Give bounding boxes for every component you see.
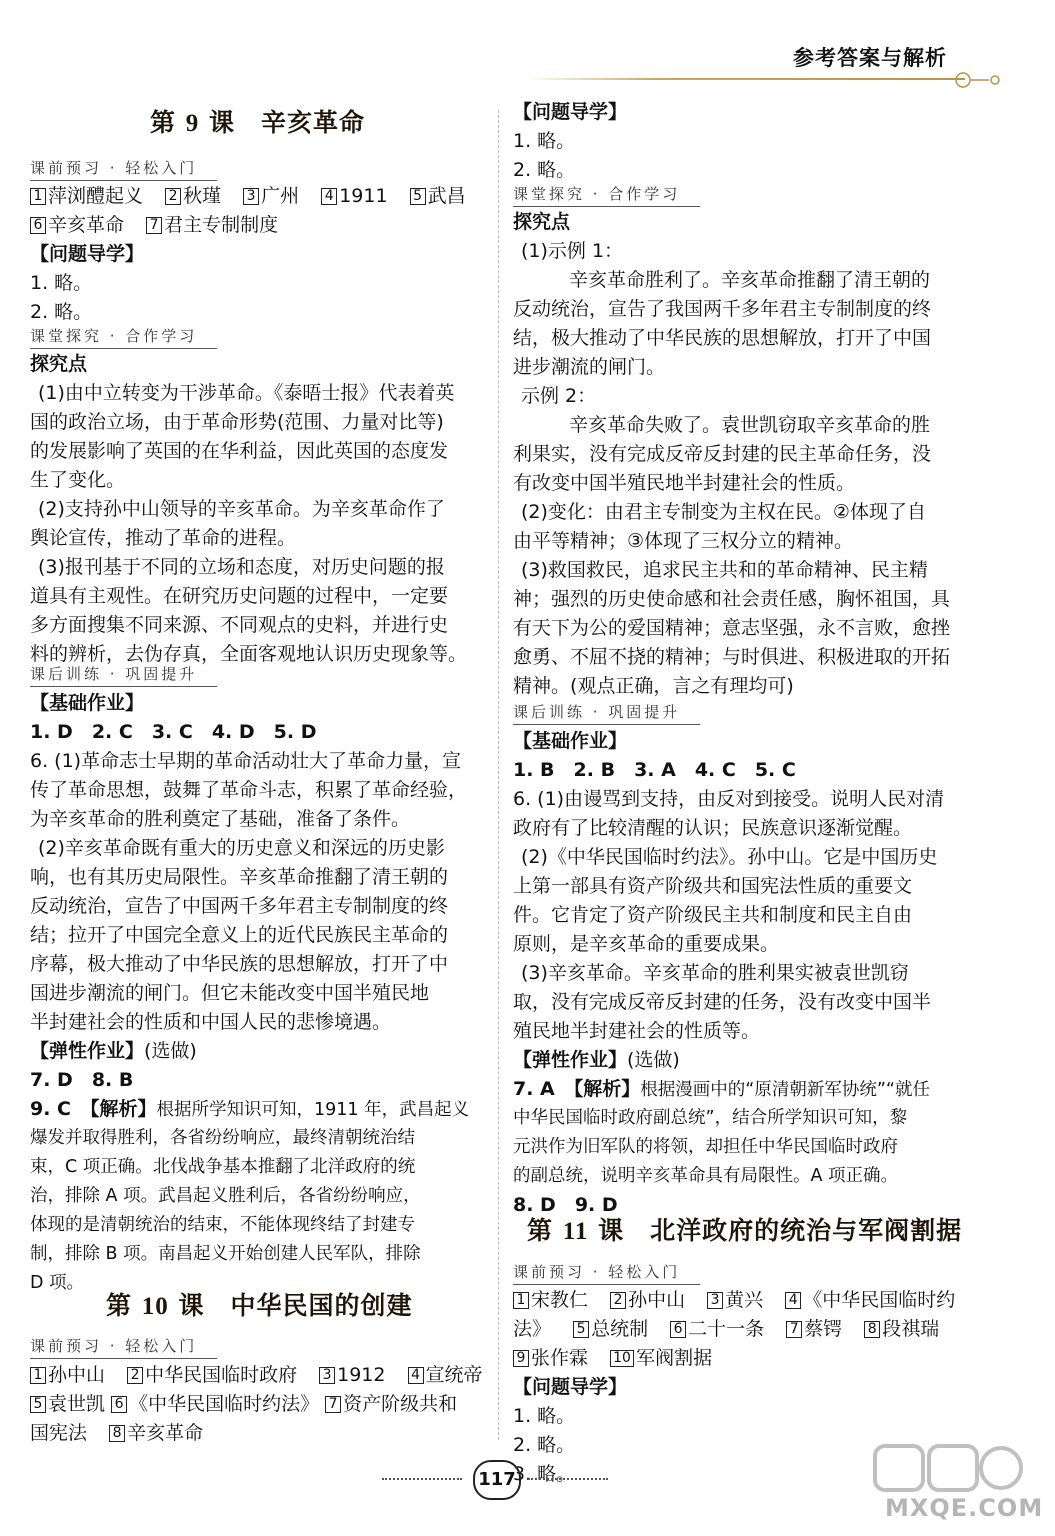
answer-box-6: 6: [30, 217, 46, 234]
answer-4-cont: 法》: [513, 1318, 552, 1340]
explore-3-line: 多方面搜集不同来源、不同观点的史料，并进行史: [30, 614, 449, 636]
lesson-11-title: [527, 1216, 962, 1246]
explore-3-line: 愈勇、不屈不挠的精神；与时俱进、积极进取的开拓: [513, 646, 951, 668]
lesson-10-name: 课 中华民国的创建: [178, 1291, 413, 1320]
q9-line: 爆发并取得胜利，各省纷纷响应，最终清朝统治结: [30, 1128, 415, 1148]
example-1-line: 反动统治，宣告了我国两千多年君主专制制度的终: [513, 298, 932, 320]
explore-3-line: 精神。(观点正确，言之有理均可): [513, 675, 794, 697]
answer-6: 《中华民国临时约法》: [129, 1393, 320, 1415]
footer-dots-right: [528, 1478, 608, 1480]
section-tag-class: 课堂探究 · 合作学习: [30, 327, 198, 345]
answer-3: 广州: [261, 185, 300, 207]
elastic-note: (选做): [627, 1049, 680, 1071]
lesson-9-number: 9: [185, 110, 200, 137]
explore-1-line: 的发展影响了英国的在华利益，因此英国的态度发: [30, 440, 449, 462]
answer-box-4: 4: [408, 1367, 424, 1384]
answer-1: 萍浏醴起义: [48, 185, 144, 207]
answer-box-7: 7: [325, 1396, 341, 1413]
lesson-10-number: 10: [141, 1293, 169, 1320]
answer-box-8: 8: [109, 1425, 125, 1442]
lesson-9-title: [150, 108, 365, 138]
q9-line: 束，C 项正确。北伐战争基本推翻了北洋政府的统: [30, 1157, 416, 1177]
lesson11-answers-line2: [513, 1315, 939, 1344]
answer-3: 1912: [337, 1364, 386, 1386]
q6-2-line: 序幕，极大推动了中华民族的思想解放，打开了中: [30, 953, 449, 975]
page-header: [525, 44, 1005, 104]
mc-answers: 1. D 2. C 3. C 4. D 5. D: [30, 721, 317, 743]
q6-2-line: 半封建社会的性质和中国人民的悲惨境遇。: [30, 1011, 392, 1033]
heading-explore: 探究点: [30, 353, 88, 375]
explore-2-line: (2)支持孙中山领导的辛亥革命。为辛亥革命作了: [38, 498, 445, 520]
q7-line: 元洪作为旧军队的将领，却担任中华民国临时政府: [513, 1137, 898, 1157]
heading-question-guide: 【问题导学】: [513, 101, 628, 123]
explore-3-line: 料的辨析，去伪存真，全面客观地认识历史现象等。: [30, 643, 468, 665]
watermark-logo: [855, 1440, 1044, 1530]
answer-5: 袁世凯: [48, 1393, 106, 1415]
answer-6: 二十一条: [688, 1318, 765, 1340]
answer-box-5: 5: [573, 1321, 589, 1338]
section-tag-class: 课堂探究 · 合作学习: [513, 185, 681, 203]
answer-8: 段祺瑞: [882, 1318, 940, 1340]
answer-box-10: 10: [610, 1350, 634, 1367]
section-tag-preview-2: 课前预习 · 轻松入门: [30, 1337, 198, 1355]
elastic-label: 【弹性作业】: [30, 1040, 145, 1062]
explore-3-line: (3)救国救民，追求民主共和的革命精神、民主精: [521, 559, 928, 581]
explore-2-line: 舆论宣传，推动了革命的进程。: [30, 527, 297, 549]
header-title: 参考答案与解析: [793, 46, 947, 70]
q9-line: 体现的是清朝统治的结束，不能体现终结了封建专: [30, 1215, 415, 1235]
preview-answers-line1: [30, 182, 466, 211]
q6-1-line: 为辛亥革命的胜利奠定了基础，准备了条件。: [30, 808, 411, 830]
guide-answer-2: 2. 略。: [513, 159, 576, 181]
q6-2-line: 原则，是辛亥革命的重要成果。: [513, 933, 780, 955]
answer-7: 君主专制制度: [164, 214, 279, 236]
answer-box-2: 2: [127, 1367, 143, 1384]
answer-4: 1911: [339, 185, 388, 207]
guide-answer-2: 2. 略。: [513, 1434, 576, 1456]
answer-box-6: 6: [111, 1396, 127, 1413]
guide-answer-1: 1. 略。: [513, 1405, 576, 1427]
answer-1: 宋教仁: [531, 1289, 589, 1311]
explore-3-line: 有天下为公的爱国精神；意志坚强，永不言败，愈挫: [513, 617, 951, 639]
guide-answer-3: 3. 略。: [513, 1463, 576, 1485]
q7-line: [513, 1075, 930, 1105]
answer-box-1: 1: [513, 1292, 529, 1309]
lesson-11-name: 课 北洋政府的统治与军阀割据: [598, 1216, 963, 1245]
heading-basic-work: 【基础作业】: [30, 692, 145, 714]
guide-answer-2: 2. 略。: [30, 301, 93, 323]
answer-7: 蔡锷: [804, 1318, 843, 1340]
lesson-10-title: [106, 1291, 412, 1321]
q6-3-line: 殖民地半封建社会的性质等。: [513, 1020, 761, 1042]
lesson-11-number: 11: [562, 1218, 589, 1245]
watermark-badge-icon: [855, 1440, 1025, 1496]
mc-answers: 1. B 2. B 3. A 4. C 5. C: [513, 759, 796, 781]
example-1-line: 结，极大推动了中华民族的思想解放，打开了中国: [513, 327, 932, 349]
answer-2: 孙中山: [628, 1289, 686, 1311]
elastic-note: (选做): [144, 1040, 197, 1062]
answer-box-1: 1: [30, 1367, 46, 1384]
q6-2-line: 响，也有其历史局限性。辛亥革命推翻了清王朝的: [30, 866, 449, 888]
q7-head: 7. A 【解析】: [513, 1078, 641, 1100]
explore-1-line: 国的政治立场，由于革命形势(范围、力量对比等): [30, 411, 444, 433]
section-tag-preview: 课前预习 · 轻松入门: [513, 1263, 681, 1281]
column-divider: [498, 110, 499, 1440]
header-ornament-icon: [945, 70, 1005, 90]
page-number: 117: [473, 1460, 521, 1500]
q9-line: 治，排除 A 项。武昌起义胜利后，各省纷纷响应，: [30, 1186, 421, 1206]
answer-box-3: 3: [243, 188, 259, 205]
guide-answer-1: 1. 略。: [513, 130, 576, 152]
q6-2-line: 结；拉开了中国完全意义上的近代民族民主革命的: [30, 924, 449, 946]
q6-3-line: (3)辛亥革命。辛亥革命的胜利果实被袁世凯窃: [521, 962, 909, 984]
q6-1-line: 传了革命思想，鼓舞了革命斗志，积累了革命经验，: [30, 779, 468, 801]
q7-line: 的副总统，说明辛亥革命具有局限性。A 项正确。: [513, 1166, 899, 1186]
answer-box-6: 6: [670, 1321, 686, 1338]
example-2-line: 辛亥革命失败了。袁世凯窃取辛亥革命的胜: [569, 414, 931, 436]
explore-1-line: (1)由中立转变为干涉革命。《泰晤士报》代表着英: [38, 382, 455, 404]
answer-4: 《中华民国临时约: [803, 1289, 956, 1311]
heading-elastic-work: [513, 1046, 680, 1075]
q8-9-answers: 8. D 9. D: [513, 1194, 618, 1216]
lesson10-answers-line3: [30, 1419, 203, 1448]
answer-box-7: 7: [786, 1321, 802, 1338]
explore-1-line: 生了变化。: [30, 469, 126, 491]
answer-box-5: 5: [30, 1396, 46, 1413]
q6-1-line: 政府有了比较清醒的认识；民族意识逐渐觉醒。: [513, 817, 913, 839]
answer-box-9: 9: [513, 1350, 529, 1367]
header-rule: [525, 78, 965, 80]
lesson-9-prefix: 第: [150, 108, 177, 137]
example-2-line: 有改变中国半殖民地半封建社会的性质。: [513, 472, 856, 494]
answer-6: 辛亥革命: [48, 214, 125, 236]
section-tag-after-visible: 课后训练 · 巩固提升: [513, 703, 681, 721]
section-tag-after: 课后训练 · 巩固提升: [30, 665, 198, 683]
answer-10: 军阀割据: [636, 1347, 713, 1369]
answer-box-8: 8: [864, 1321, 880, 1338]
lesson10-answers-line2: [30, 1390, 457, 1419]
q9-line: [30, 1095, 469, 1125]
answer-box-4: 4: [785, 1292, 801, 1309]
answer-box-7: 7: [146, 217, 162, 234]
answer-7: 资产阶级共和: [343, 1393, 458, 1415]
lesson11-answers-line3: [513, 1344, 712, 1373]
elastic-label: 【弹性作业】: [513, 1049, 628, 1071]
answer-box-2: 2: [165, 188, 181, 205]
answer-7-cont: 国宪法: [30, 1422, 88, 1444]
heading-basic-work: 【基础作业】: [513, 730, 628, 752]
q7-text: 根据漫画中的“原清朝新军协统”“就任: [640, 1080, 930, 1100]
explore-3-line: (3)报刊基于不同的立场和态度，对历史问题的报: [38, 556, 445, 578]
heading-elastic-work: [30, 1037, 197, 1066]
answer-3: 黄兴: [725, 1289, 764, 1311]
heading-question-guide: 【问题导学】: [30, 243, 145, 265]
q6-2-line: 反动统治，宣告了中国两千多年君主专制制度的终: [30, 895, 449, 917]
lesson-10-prefix: 第: [106, 1291, 133, 1320]
answer-box-5: 5: [410, 188, 426, 205]
answer-1: 孙中山: [48, 1364, 106, 1386]
answer-box-3: 3: [707, 1292, 723, 1309]
q6-2-line: 上第一部具有资产阶级共和国宪法性质的重要文: [513, 875, 913, 897]
example-2-label: 示例 2：: [521, 385, 597, 407]
lesson10-answers-line1: [30, 1361, 483, 1390]
answer-9: 张作霖: [531, 1347, 589, 1369]
lesson-11-prefix: 第: [527, 1216, 554, 1245]
q6-2-line: 件。它肯定了资产阶级民主共和制度和民主自由: [513, 904, 913, 926]
answer-box-1: 1: [30, 188, 46, 205]
answer-5: 武昌: [427, 185, 466, 207]
q6-3-line: 取，没有完成反帝反封建的任务，没有改变中国半: [513, 991, 932, 1013]
q6-1-line: 6. (1)由谩骂到支持，由反对到接受。说明人民对清: [513, 788, 945, 810]
q7-line: 中华民国临时政府副总统”，结合所学知识可知，黎: [513, 1108, 908, 1128]
guide-answer-1: 1. 略。: [30, 272, 93, 294]
example-1-label: (1)示例 1：: [521, 240, 624, 262]
heading-explore: 探究点: [513, 211, 571, 233]
answer-2: 秋瑾: [183, 185, 222, 207]
footer-dots-left: [382, 1478, 462, 1480]
lesson11-answers-line1: [513, 1286, 955, 1315]
lesson-9-name: 课 辛亥革命: [208, 108, 365, 137]
q9-text: 根据所学知识可知，1911 年，武昌起义: [156, 1100, 470, 1120]
preview-answers-line2: [30, 211, 278, 240]
watermark-text: MXQE.COM: [885, 1494, 1044, 1522]
q6-2-line: (2)《中华民国临时约法》。孙中山。它是中国历史: [521, 846, 938, 868]
answer-box-3: 3: [319, 1367, 335, 1384]
heading-question-guide-2: 【问题导学】: [513, 1376, 628, 1398]
q9-line: 制，排除 B 项。南昌起义开始创建人民军队，排除: [30, 1244, 421, 1264]
answer-4: 宣统帝: [425, 1364, 483, 1386]
q6-1-line: 6. (1)革命志士早期的革命活动壮大了革命力量，宣: [30, 750, 462, 772]
q9-head: 9. C 【解析】: [30, 1098, 157, 1120]
explore-3-line: 道具有主观性。在研究历史问题的过程中，一定要: [30, 585, 449, 607]
answer-8: 辛亥革命: [127, 1422, 204, 1444]
answer-2: 中华民国临时政府: [145, 1364, 298, 1386]
q6-2-line: (2)辛亥革命既有重大的历史意义和深远的历史影: [38, 837, 445, 859]
example-2-line: 利果实，没有完成反帝反封建的民主革命任务，没: [513, 443, 932, 465]
example-1-line: 进步潮流的闸门。: [513, 356, 666, 378]
answer-5: 总统制: [591, 1318, 649, 1340]
answer-box-2: 2: [610, 1292, 626, 1309]
section-tag-preview: 课前预习 · 轻松入门: [30, 159, 198, 177]
explore-2-line: (2)变化：由君主专制变为主权在民。②体现了自: [521, 501, 926, 523]
example-1-line: 辛亥革命胜利了。辛亥革命推翻了清王朝的: [569, 269, 931, 291]
q6-2-line: 国进步潮流的闸门。但它未能改变中国半殖民地: [30, 982, 430, 1004]
q9-line: D 项。: [30, 1273, 85, 1293]
answer-box-4: 4: [321, 188, 337, 205]
explore-3-line: 神；强烈的历史使命感和社会责任感，胸怀祖国，具: [513, 588, 951, 610]
explore-2-line: 由平等精神；③体现了三权分立的精神。: [513, 530, 854, 552]
q7-8-answers: 7. D 8. B: [30, 1069, 134, 1091]
